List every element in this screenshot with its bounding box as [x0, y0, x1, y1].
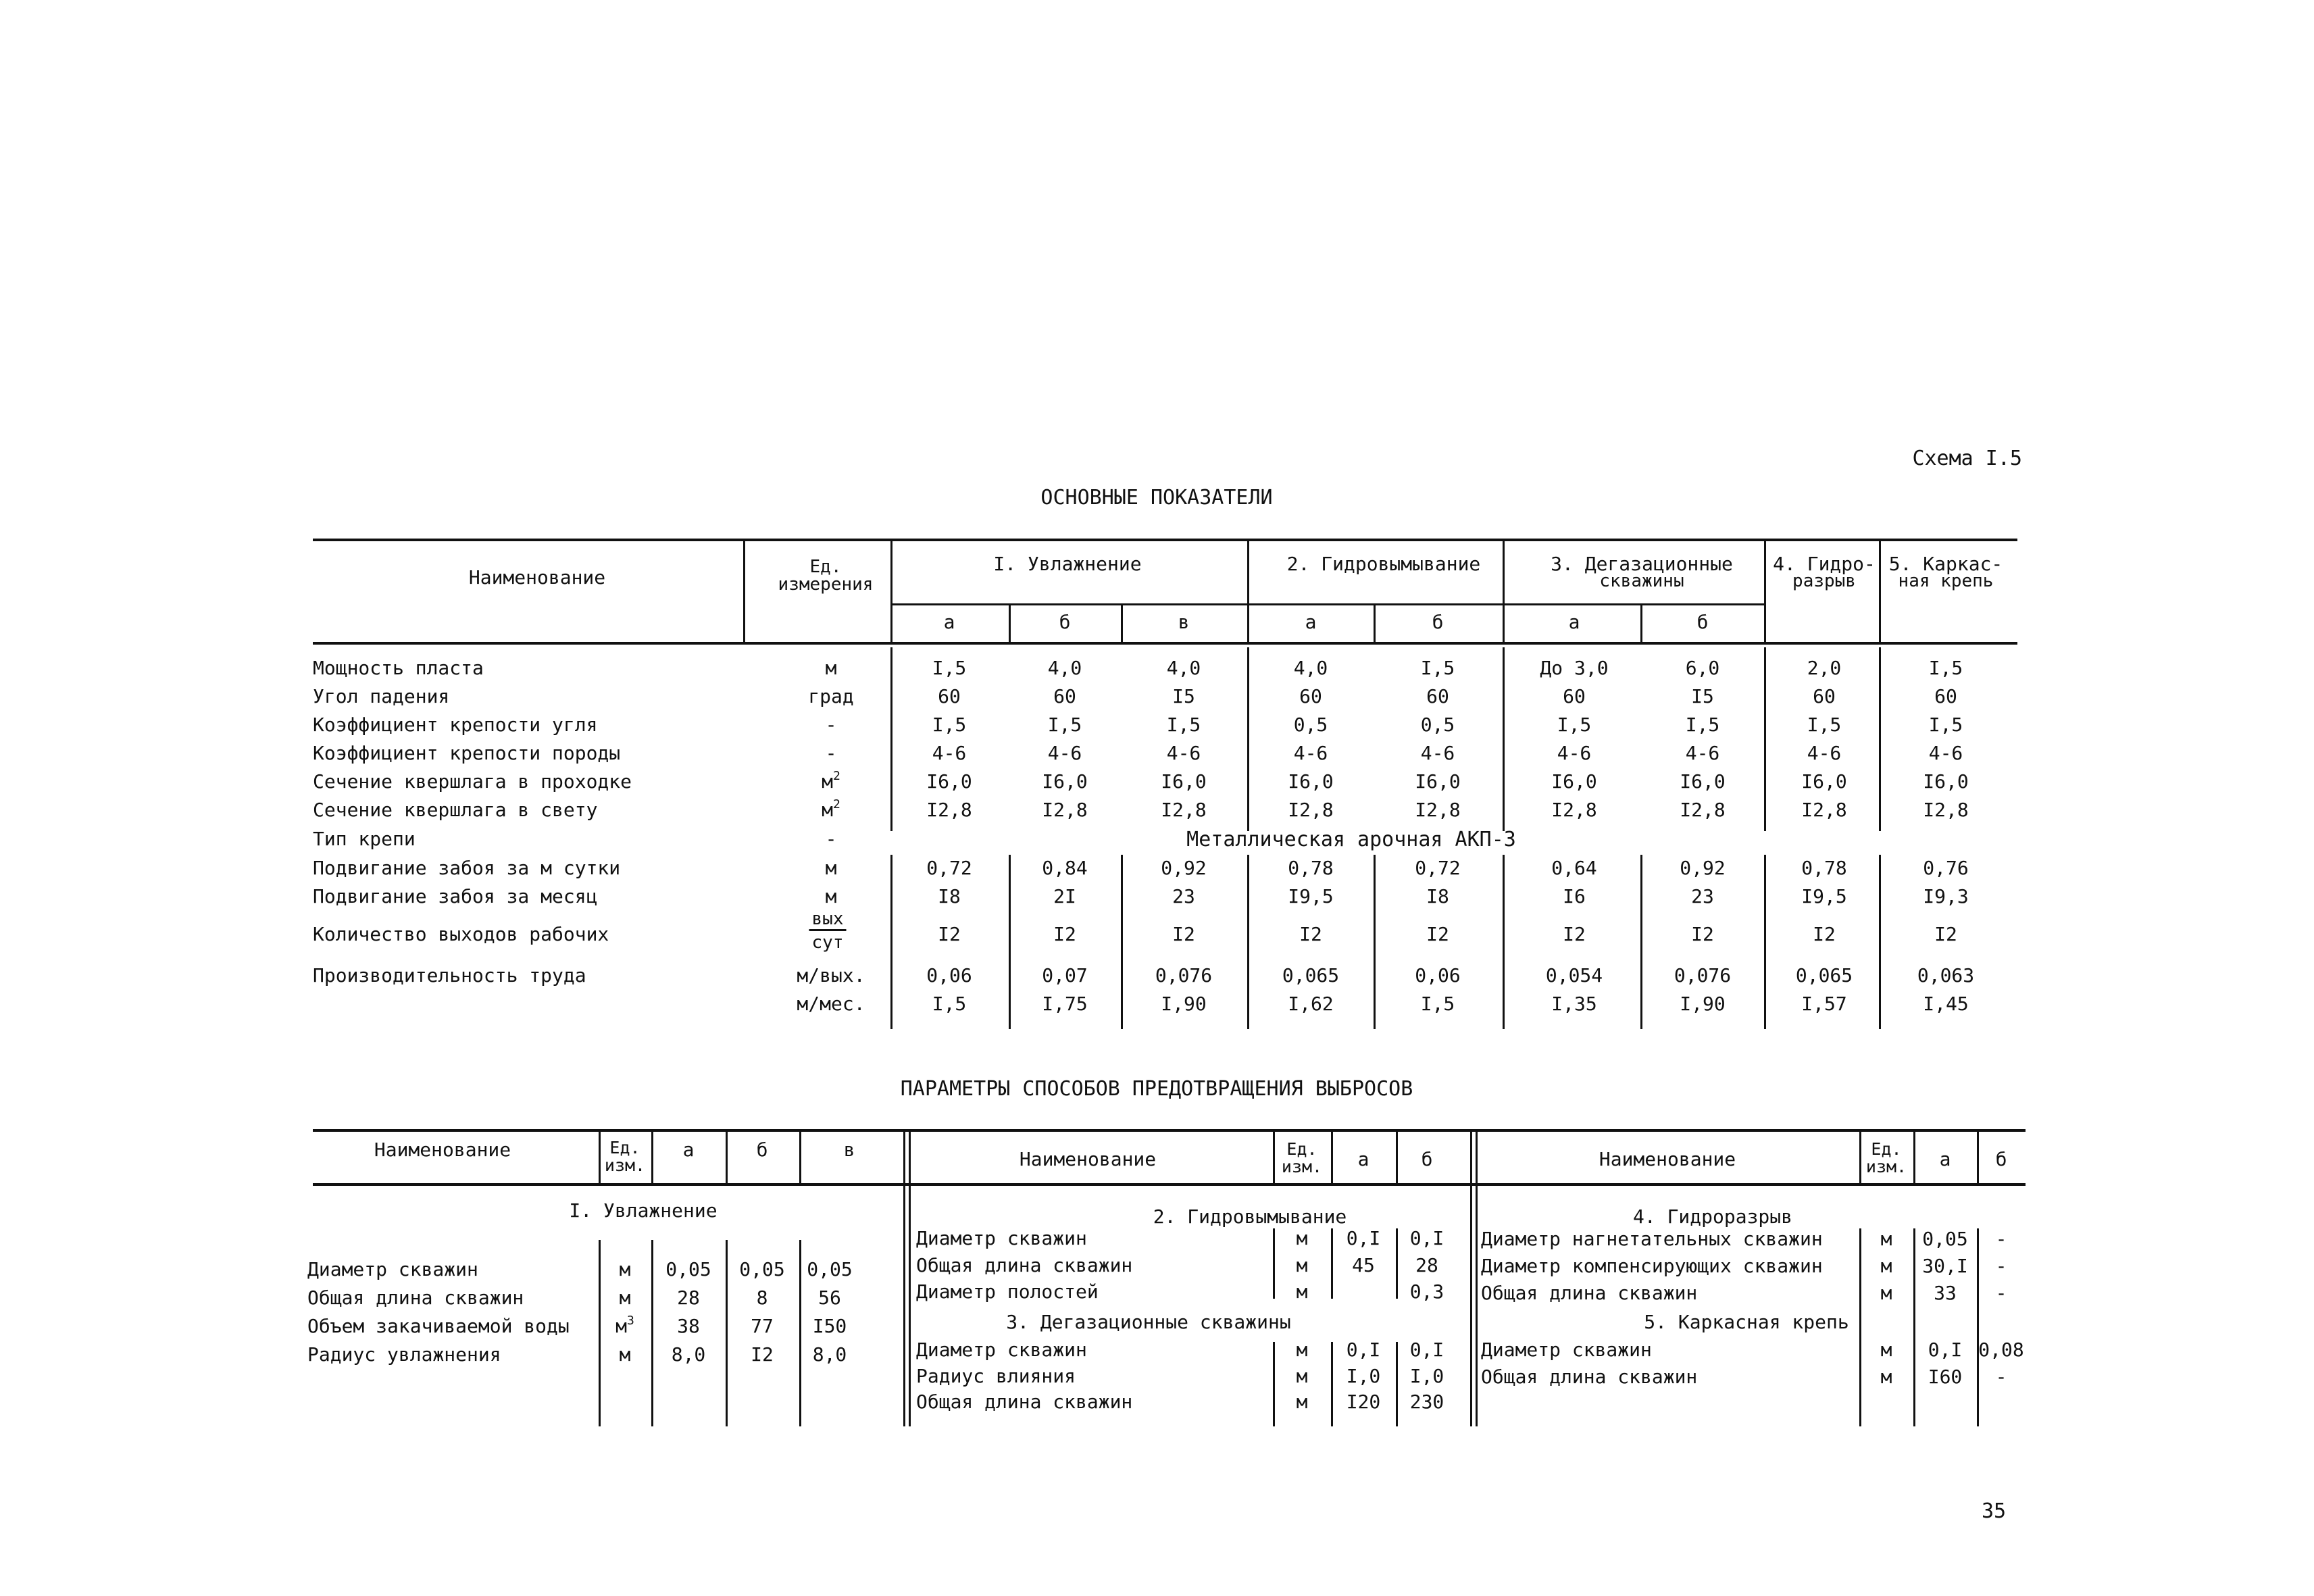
- scheme-label: Схема I.5: [1912, 447, 2022, 470]
- table-cell: I2: [751, 1343, 774, 1366]
- t2-left-header-a: а: [682, 1139, 695, 1161]
- row-name: Диаметр скважин: [916, 1227, 1087, 1249]
- table-cell: I2,8: [1801, 799, 1847, 821]
- table-cell: I2: [1934, 923, 1957, 945]
- table-cell: 28: [677, 1287, 700, 1309]
- row-unit: м: [825, 857, 837, 879]
- table-cell: 56: [818, 1287, 841, 1309]
- t2-section-degassing: 3. Дегазационные скважины: [1006, 1311, 1291, 1333]
- table-cell: 60: [1299, 685, 1322, 707]
- table-cell: 6,0: [1685, 657, 1720, 679]
- table-cell: I,5: [1807, 714, 1842, 736]
- table-cell: 0,I: [1346, 1339, 1381, 1361]
- table-cell: 4,0: [1047, 657, 1082, 679]
- row-name: Коэффициент крепости угля: [313, 714, 598, 736]
- table-cell: 0,05: [807, 1258, 853, 1280]
- table-cell: I,5: [1047, 714, 1082, 736]
- table-cell: I2: [1299, 923, 1322, 945]
- row-unit: -: [825, 828, 837, 850]
- row-name: Коэффициент крепости породы: [313, 742, 621, 764]
- table2-header-bottom-rule: [313, 1183, 2026, 1186]
- table-cell: 38: [677, 1315, 700, 1337]
- row-unit: $м^3$: [615, 1314, 634, 1337]
- table-cell: 0,065: [1282, 964, 1340, 987]
- table-cell: 28: [1415, 1254, 1438, 1276]
- row-unit: м: [619, 1258, 631, 1280]
- table2-top-rule: [313, 1129, 2026, 1132]
- t2-mid-header-unit: Ед.: [1286, 1139, 1317, 1159]
- table-cell: 0,05: [665, 1258, 711, 1280]
- table-cell: 0,05: [739, 1258, 785, 1280]
- row-unit: м: [1880, 1255, 1892, 1277]
- table-cell: I,57: [1801, 993, 1847, 1015]
- table-cell: I2,8: [926, 799, 972, 821]
- row-name: Радиус влияния: [916, 1365, 1076, 1387]
- table-cell: 0,I: [1346, 1227, 1381, 1249]
- table-cell: 8,0: [812, 1343, 847, 1366]
- table-cell: 0,92: [1680, 857, 1726, 879]
- t2-right-header-b: б: [1995, 1148, 2007, 1170]
- row-unit: м: [825, 657, 837, 679]
- t2-left-header-b: б: [756, 1139, 768, 1161]
- t2-right-header-a: а: [1939, 1148, 1951, 1170]
- table-cell: 0,076: [1674, 964, 1732, 987]
- table-cell: I6,0: [1680, 770, 1726, 793]
- table-cell: I2,8: [1288, 799, 1334, 821]
- table-cell: 0,5: [1420, 714, 1455, 736]
- table-cell: I,0: [1409, 1365, 1444, 1387]
- row-name: Радиус увлажнения: [307, 1343, 501, 1366]
- table-cell: I6: [1563, 885, 1586, 907]
- table-cell: I8: [1426, 885, 1449, 907]
- table-cell: 0,063: [1917, 964, 1975, 987]
- table-cell: I2,8: [1415, 799, 1461, 821]
- table-cell: 0,076: [1155, 964, 1213, 987]
- table-cell: I2,8: [1551, 799, 1597, 821]
- table-cell: 60: [1563, 685, 1586, 707]
- table-cell: I,5: [932, 993, 967, 1015]
- t1-sub-b: б: [1059, 611, 1071, 633]
- row-name: Тип крепи: [313, 828, 416, 850]
- row-name: Диаметр скважин: [307, 1258, 478, 1280]
- row-unit: м: [619, 1287, 631, 1309]
- table-cell: I2: [938, 923, 961, 945]
- table-cell: I2: [1813, 923, 1836, 945]
- table-cell: I,5: [1928, 657, 1963, 679]
- table-cell: 0,I: [1409, 1227, 1444, 1249]
- table-cell: До 3,0: [1540, 657, 1609, 679]
- table-cell: 8: [756, 1287, 768, 1309]
- table-cell: I20: [1346, 1391, 1381, 1413]
- row-name: Сечение квершлага в проходке: [313, 770, 632, 793]
- table-cell: 4,0: [1293, 657, 1328, 679]
- table-cell: I2,8: [1680, 799, 1726, 821]
- table-cell: 60: [1813, 685, 1836, 707]
- table-cell: I6,0: [1042, 770, 1088, 793]
- table-cell: 30,I: [1922, 1255, 1968, 1277]
- table-cell: 4-6: [1047, 742, 1082, 764]
- table-cell: I,5: [1557, 714, 1592, 736]
- t2-left-header-name: Наименование: [374, 1139, 511, 1161]
- t1-header-degassing: 3. Дегазационные: [1551, 553, 1733, 575]
- row-name: Подвигание забоя за м сутки: [313, 857, 621, 879]
- table-cell: 0,07: [1042, 964, 1088, 987]
- table-cell: I8: [938, 885, 961, 907]
- table-cell: I,5: [932, 657, 967, 679]
- row-unit: м: [1296, 1280, 1308, 1303]
- table-cell: 60: [1934, 685, 1957, 707]
- table-cell: 4-6: [1420, 742, 1455, 764]
- table-cell: I6,0: [1801, 770, 1847, 793]
- table-cell: 0,5: [1293, 714, 1328, 736]
- table-cell: 23: [1691, 885, 1714, 907]
- t1-sub-b2: б: [1432, 611, 1444, 633]
- t2-section-hydrowashing: 2. Гидровымывание: [1153, 1205, 1347, 1228]
- table-cell: I,90: [1161, 993, 1207, 1015]
- table-cell: I5: [1691, 685, 1714, 707]
- table-cell: 0,76: [1923, 857, 1969, 879]
- table-cell: 0,78: [1288, 857, 1334, 879]
- row-name: Угол падения: [313, 685, 450, 707]
- table-cell: 4-6: [1807, 742, 1842, 764]
- table-cell: 0,84: [1042, 857, 1088, 879]
- t2-section-frame-support: 5. Каркасная крепь: [1644, 1311, 1849, 1333]
- row-name: Общая длина скважин: [1481, 1282, 1698, 1304]
- row-name: Мощность пласта: [313, 657, 484, 679]
- t1-header-hydrofracture: 4. Гидро-: [1773, 553, 1876, 575]
- row-name: Диаметр скважин: [1481, 1339, 1652, 1361]
- t1-sub-a2: а: [1305, 611, 1317, 633]
- row-name: Подвигание забоя за месяц: [313, 885, 598, 907]
- table-cell: 60: [1053, 685, 1076, 707]
- table-cell: I2,8: [1042, 799, 1088, 821]
- table-cell: I2: [1053, 923, 1076, 945]
- table-cell: I2,8: [1923, 799, 1969, 821]
- table-cell: -: [1995, 1366, 2007, 1388]
- t2-section-hydrofracture: 4. Гидроразрыв: [1632, 1205, 1793, 1228]
- support-type-span: Металлическая арочная АКП-3: [1186, 828, 1516, 851]
- t1-header-frame-support: 5. Каркас-: [1888, 553, 2003, 575]
- t1-sub-b3: б: [1696, 611, 1709, 633]
- row-unit: град: [808, 685, 854, 707]
- table-cell: I,75: [1042, 993, 1088, 1015]
- table-cell: 0,I: [1928, 1339, 1963, 1361]
- row-name: Общая длина скважин: [916, 1254, 1133, 1276]
- row-name: Общая длина скважин: [916, 1391, 1133, 1413]
- table-cell: 4-6: [1928, 742, 1963, 764]
- table-cell: I9,5: [1288, 885, 1334, 907]
- table-cell: -: [1995, 1255, 2007, 1277]
- table1-subheader-rule: [890, 603, 1764, 605]
- table-cell: 23: [1172, 885, 1195, 907]
- row-name: Диаметр компенсирующих скважин: [1481, 1255, 1823, 1277]
- table-cell: I,5: [1685, 714, 1720, 736]
- row-unit: -: [825, 714, 837, 736]
- table-cell: 0,3: [1409, 1280, 1444, 1303]
- t2-mid-header-b: б: [1421, 1148, 1433, 1170]
- table-cell: I9,5: [1801, 885, 1847, 907]
- row-name: Объем закачиваемой воды: [307, 1315, 570, 1337]
- table-cell: I2: [1172, 923, 1195, 945]
- table-cell: 0,64: [1551, 857, 1597, 879]
- t2-mid-header-name: Наименование: [1019, 1148, 1157, 1170]
- table-cell: 0,08: [1978, 1339, 2024, 1361]
- row-name: Общая длина скважин: [1481, 1366, 1698, 1388]
- table-cell: I6,0: [926, 770, 972, 793]
- row-name: Сечение квершлага в свету: [313, 799, 598, 821]
- t1-header-unit: Ед.: [809, 557, 842, 577]
- row-unit: м/вых.: [797, 964, 865, 987]
- row-unit: м: [1880, 1366, 1892, 1388]
- table-cell: I,5: [932, 714, 967, 736]
- table-cell: 33: [1934, 1282, 1957, 1304]
- table-cell: I,0: [1346, 1365, 1381, 1387]
- unit-fraction: вых сут: [809, 910, 847, 951]
- row-name: Диаметр полостей: [916, 1280, 1099, 1303]
- t1-header-moistening: I. Увлажнение: [993, 553, 1142, 575]
- row-unit: м: [1296, 1365, 1308, 1387]
- table1-header-bottom-rule: [313, 642, 2017, 645]
- table-cell: 0,78: [1801, 857, 1847, 879]
- table-cell: I6,0: [1415, 770, 1461, 793]
- row-unit: м: [1296, 1227, 1308, 1249]
- table-cell: I,90: [1680, 993, 1726, 1015]
- table-cell: I,45: [1923, 993, 1969, 1015]
- row-unit: м: [619, 1343, 631, 1366]
- table-cell: 0,72: [926, 857, 972, 879]
- table1-top-rule: [313, 539, 2017, 541]
- table-cell: I2: [1426, 923, 1449, 945]
- table-cell: -: [1995, 1282, 2007, 1304]
- table1-title: ОСНОВНЫЕ ПОКАЗАТЕЛИ: [1040, 486, 1273, 509]
- table-cell: 4-6: [1166, 742, 1201, 764]
- row-unit: м: [1880, 1228, 1892, 1250]
- table-cell: 2,0: [1807, 657, 1842, 679]
- table-cell: I6,0: [1288, 770, 1334, 793]
- table-cell: I50: [812, 1315, 847, 1337]
- table-cell: 0,I: [1409, 1339, 1444, 1361]
- t2-right-header-name: Наименование: [1599, 1148, 1736, 1170]
- table-cell: I60: [1928, 1366, 1963, 1388]
- t2-section-moistening: I. Увлажнение: [569, 1199, 718, 1222]
- row-name: Производительность труда: [313, 964, 586, 987]
- t2-right-header-unit: Ед.: [1871, 1139, 1902, 1159]
- table-cell: 0,72: [1415, 857, 1461, 879]
- table-cell: I9,3: [1923, 885, 1969, 907]
- row-unit: м/мес.: [797, 993, 865, 1015]
- table-cell: I,5: [1166, 714, 1201, 736]
- row-name: Диаметр скважин: [916, 1339, 1087, 1361]
- table-cell: 4-6: [1557, 742, 1592, 764]
- table-cell: I2,8: [1161, 799, 1207, 821]
- table-cell: 0,05: [1922, 1228, 1968, 1250]
- table-cell: I2: [1691, 923, 1714, 945]
- table-cell: I2: [1563, 923, 1586, 945]
- row-unit: м: [1296, 1254, 1308, 1276]
- table2-title: ПАРАМЕТРЫ СПОСОБОВ ПРЕДОТВРАЩЕНИЯ ВЫБРОСОВ: [900, 1077, 1413, 1101]
- table-cell: I,5: [1420, 657, 1455, 679]
- row-unit: $м^2$: [822, 797, 840, 821]
- table-cell: I,35: [1551, 993, 1597, 1015]
- table-cell: 0,06: [1415, 964, 1461, 987]
- table-cell: 60: [938, 685, 961, 707]
- t2-left-header-unit: Ед.: [609, 1138, 640, 1157]
- row-unit: -: [825, 742, 837, 764]
- table-cell: I,62: [1288, 993, 1334, 1015]
- table-cell: I6,0: [1551, 770, 1597, 793]
- table-cell: 0,92: [1161, 857, 1207, 879]
- page-number: 35: [1982, 1499, 2007, 1523]
- table-cell: 60: [1426, 685, 1449, 707]
- table-cell: -: [1995, 1228, 2007, 1250]
- table-cell: 230: [1409, 1391, 1444, 1413]
- t2-mid-header-a: а: [1357, 1148, 1369, 1170]
- t1-sub-v: в: [1178, 611, 1190, 633]
- row-name: Количество выходов рабочих: [313, 923, 609, 945]
- table-cell: 4-6: [932, 742, 967, 764]
- table-cell: I6,0: [1161, 770, 1207, 793]
- table-cell: 77: [751, 1315, 774, 1337]
- row-unit: м: [1296, 1339, 1308, 1361]
- t2-left-header-v: в: [843, 1139, 855, 1161]
- row-name: Диаметр нагнетательных скважин: [1481, 1228, 1823, 1250]
- table-cell: 8,0: [671, 1343, 706, 1366]
- table-cell: 0,065: [1795, 964, 1853, 987]
- table-cell: I,5: [1928, 714, 1963, 736]
- t1-header-name: Наименование: [468, 566, 606, 589]
- table-cell: 2I: [1053, 885, 1076, 907]
- table-cell: 4,0: [1166, 657, 1201, 679]
- row-unit: м: [1880, 1282, 1892, 1304]
- row-name: Общая длина скважин: [307, 1287, 524, 1309]
- table-cell: 45: [1352, 1254, 1375, 1276]
- table-cell: I,5: [1420, 993, 1455, 1015]
- t1-sub-a3: а: [1568, 611, 1580, 633]
- row-unit: м: [1296, 1391, 1308, 1413]
- row-unit: м: [1880, 1339, 1892, 1361]
- table-cell: 4-6: [1685, 742, 1720, 764]
- t1-sub-a: а: [943, 611, 955, 633]
- t1-header-hydrowashing: 2. Гидровымывание: [1286, 553, 1481, 575]
- table-cell: I6,0: [1923, 770, 1969, 793]
- table-cell: 0,054: [1545, 964, 1603, 987]
- row-unit: $м^2$: [822, 769, 840, 793]
- table-cell: 4-6: [1293, 742, 1328, 764]
- row-unit: м: [825, 885, 837, 907]
- table-cell: I5: [1172, 685, 1195, 707]
- table-cell: 0,06: [926, 964, 972, 987]
